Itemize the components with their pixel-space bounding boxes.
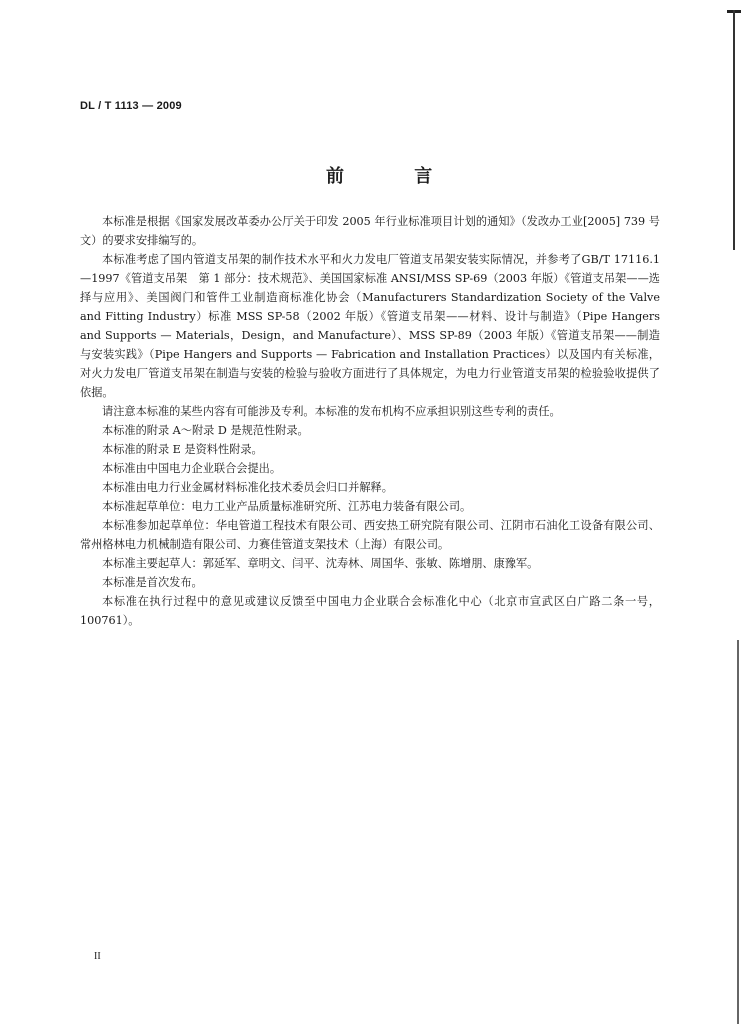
scan-edge-line-lower bbox=[737, 640, 739, 1024]
paragraph-participating-units: 本标准参加起草单位：华电管道工程技术有限公司、西安热工研究院有限公司、江阴市石油化工设备有限公司、常州格林电力机械制造有限公司、力赛佳管道支架技术（上海）有限公司。 bbox=[80, 519, 660, 551]
page-title: 前 言 bbox=[326, 166, 465, 187]
paragraph-patent-notice: 请注意本标准的某些内容有可能涉及专利。本标准的发布机构不应承担识别这些专利的责任。 bbox=[102, 405, 561, 418]
paragraph-basis: 本标准是根据《国家发展改革委办公厅关于印发 2005 年行业标准项目计划的通知》（发改办工业[2005] 739 号文）的要求安排编写的。 bbox=[80, 215, 660, 247]
page-number: II bbox=[94, 951, 101, 962]
paragraph-references: 本标准考虑了国内管道支吊架的制作技术水平和火力发电厂管道支吊架安装实际情况，并参考了GB/T 17116.1—1997《管道支吊架 第 1 部分：技术规范》、美国国家标准 ANSI/MSS SP-69（2003 年版）《管道支吊架——选择与应用》、美国阀门和管件工业制造商标准化协会（Manufacturers Standardization Society of the Valve and Fitting Industry）标准 MSS SP-58（2002 年版）《管道支吊架——材料、设计与制造》（Pipe Hangers and Supports — Materials，Design，and Manufacture）、MSS SP-89（2003 年版）《管道支吊架——制造与安装实践》（Pipe Hangers and Supports — Fabrication and Installation Practices）以及国内有关标准，对火力发电厂管道支吊架在制造与安装的检验与验收方面进行了具体规定，为电力行业管道支吊架的检验验收提供了依据。 bbox=[80, 253, 660, 399]
paragraph-informative-annex: 本标准的附录 E 是资料性附录。 bbox=[102, 443, 263, 456]
paragraph-first-release: 本标准是首次发布。 bbox=[102, 576, 203, 589]
foreword-body bbox=[80, 212, 660, 630]
scan-edge-line bbox=[733, 10, 735, 250]
paragraph-feedback: 本标准在执行过程中的意见或建议反馈至中国电力企业联合会标准化中心（北京市宣武区白广路二条一号，100761）。 bbox=[80, 595, 660, 627]
paragraph-drafting-units: 本标准起草单位：电力工业产品质量标准研究所、江苏电力装备有限公司。 bbox=[102, 500, 472, 513]
paragraph-main-drafters: 本标准主要起草人：郭延军、章明文、闫平、沈寿林、周国华、张敏、陈增朋、康豫军。 bbox=[102, 557, 539, 570]
paragraph-normative-annexes: 本标准的附录 A～附录 D 是规范性附录。 bbox=[102, 424, 309, 437]
paragraph-responsible-committee: 本标准由电力行业金属材料标准化技术委员会归口并解释。 bbox=[102, 481, 393, 494]
document-code: DL / T 1113 — 2009 bbox=[80, 100, 182, 112]
paragraph-proposer: 本标准由中国电力企业联合会提出。 bbox=[102, 462, 282, 475]
